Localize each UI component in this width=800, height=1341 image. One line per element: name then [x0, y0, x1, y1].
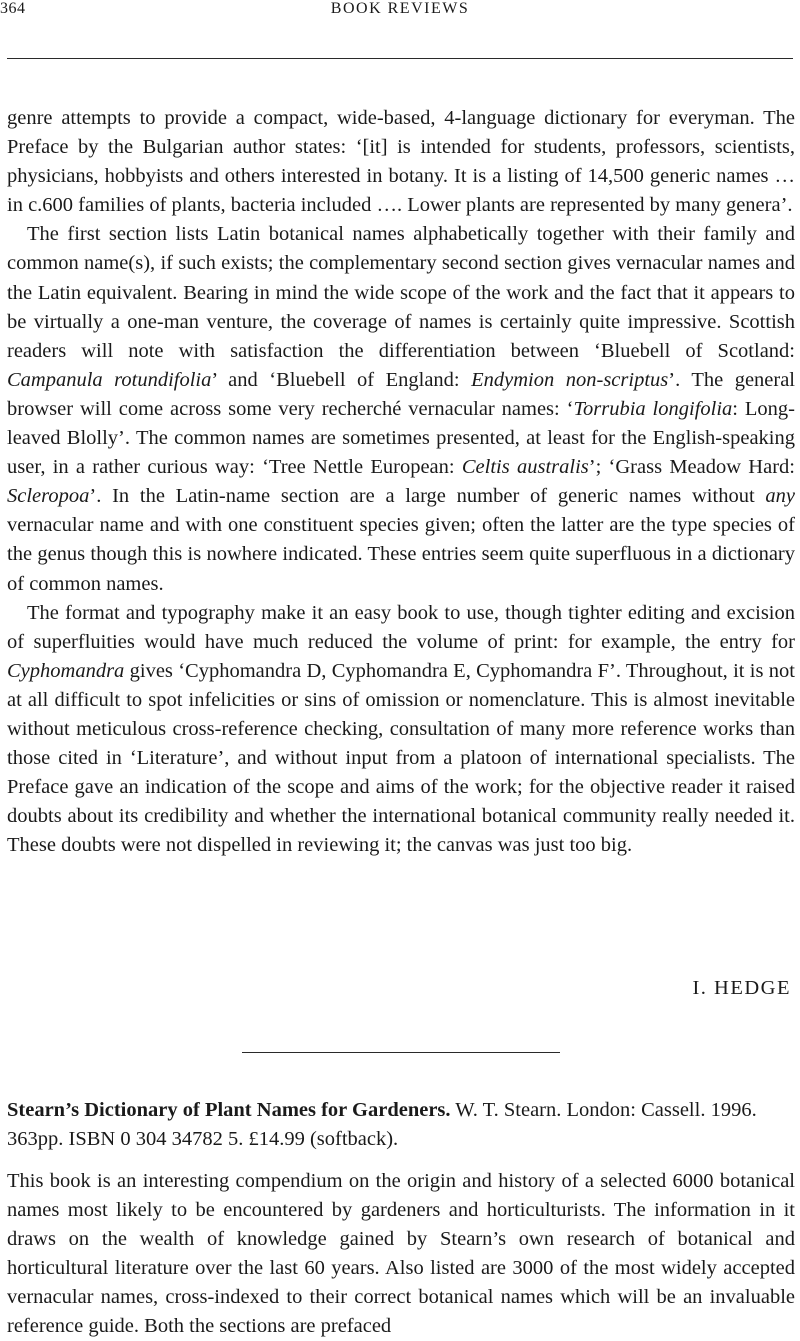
continued-review-text: [7, 104, 795, 860]
header-rule: [7, 58, 793, 59]
review-heading: [7, 1096, 795, 1154]
review-text: [7, 1167, 795, 1341]
running-title: BOOK REVIEWS: [330, 0, 470, 17]
book-title: Stearn’s Dictionary of Plant Names for Gardeners.: [7, 1099, 451, 1121]
species-name: Celtis australis: [461, 456, 589, 479]
genus-name: Cyphomandra: [7, 659, 125, 682]
review-paragraph-1: This book is an interesting compendium on the origin and history of a selected 6000 botanical names most likely to be encountered by gardeners and horticulturists. The information in it draws on the wealth of knowledge gained by Stearn’s own research of botanical and horticultural literature over the last 60 years. Also listed are 3000 of the most widely accepted vernacular names, cross-indexed to their correct botanical names which will be an invaluable reference guide. Both the sections are prefaced: [7, 1170, 795, 1337]
species-name: Torrubia longifolia: [573, 397, 733, 420]
paragraph-2: The first section lists Latin botanical names alphabetically together with their family and common name(s), if such exists; the complementary second section gives vernacular names and the Latin equivalent. Bearing in mind the wide scope of the work and the fact that it appears to be virtually a one-man venture, the coverage of names is certainly quite impressive. Scottish readers will note with satisfaction the differentiation between ‘Bluebell of Scotland: Campanula rotundifolia’ and ‘Bluebell of England: Endymion non-scriptus’. The general browser will come across some very recherché vernacular names: ‘Torrubia longifolia: Long-leaved Blolly’. The common names are sometimes presented, at least for the English-speaking user, in a rather curious way: ‘Tree Nettle European: Celtis australis’; ‘Grass Meadow Hard: Scleropoa’. In the Latin-name section are a large number of generic names without any vernacular name and with one constituent species given; often the latter are the type species of the genus though this is nowhere indicated. These entries seem quite superfluous in a dictionary of common names.: [7, 223, 796, 595]
species-name: Endymion non-scriptus: [471, 368, 669, 391]
species-name: Campanula rotundifolia: [7, 368, 212, 391]
running-head: [0, 0, 800, 22]
page-number: 364: [0, 0, 26, 17]
genus-name: Scleropoa: [7, 485, 90, 508]
paragraph-3: The format and typography make it an easy book to use, though tighter editing and excision of superfluities would have much reduced the volume of print: for example, the entry for Cyphomandra gives ‘Cyphomandra D, Cyphomandra E, Cyphomandra F’. Throughout, it is not at all difficult to spot infelicities or sins of omission or nomenclature. This is almost inevitable without meticulous cross-reference checking, consultation of many more reference works than those cited in ‘Literature’, and without input from a platoon of international specialists. The Preface gave an indication of the scope and aims of the work; for the objective reader it raised doubts about its credibility and whether the international botanical community really needed it. These doubts were not dispelled in reviewing it; the canvas was just too big.: [7, 601, 795, 857]
emphasis: any: [765, 485, 795, 508]
reviewer-signature: I. HEDGE: [692, 977, 791, 999]
paragraph-1: genre attempts to provide a compact, wide-based, 4-language dictionary for everyman. The Preface by the Bulgarian author states: ‘[it] is intended for students, professors, scientists, physicians, hobbyists and others interested in botany. It is a listing of 14,500 generic names … in c.600 families of plants, bacteria included …. Lower plants are represented by many genera’.: [7, 107, 795, 217]
book-citation: W. T. Stearn. London: Cassell. 1996. 363pp. ISBN 0 304 34782 5. £14.99 (softback).: [7, 1099, 757, 1150]
section-divider: [242, 1052, 560, 1053]
